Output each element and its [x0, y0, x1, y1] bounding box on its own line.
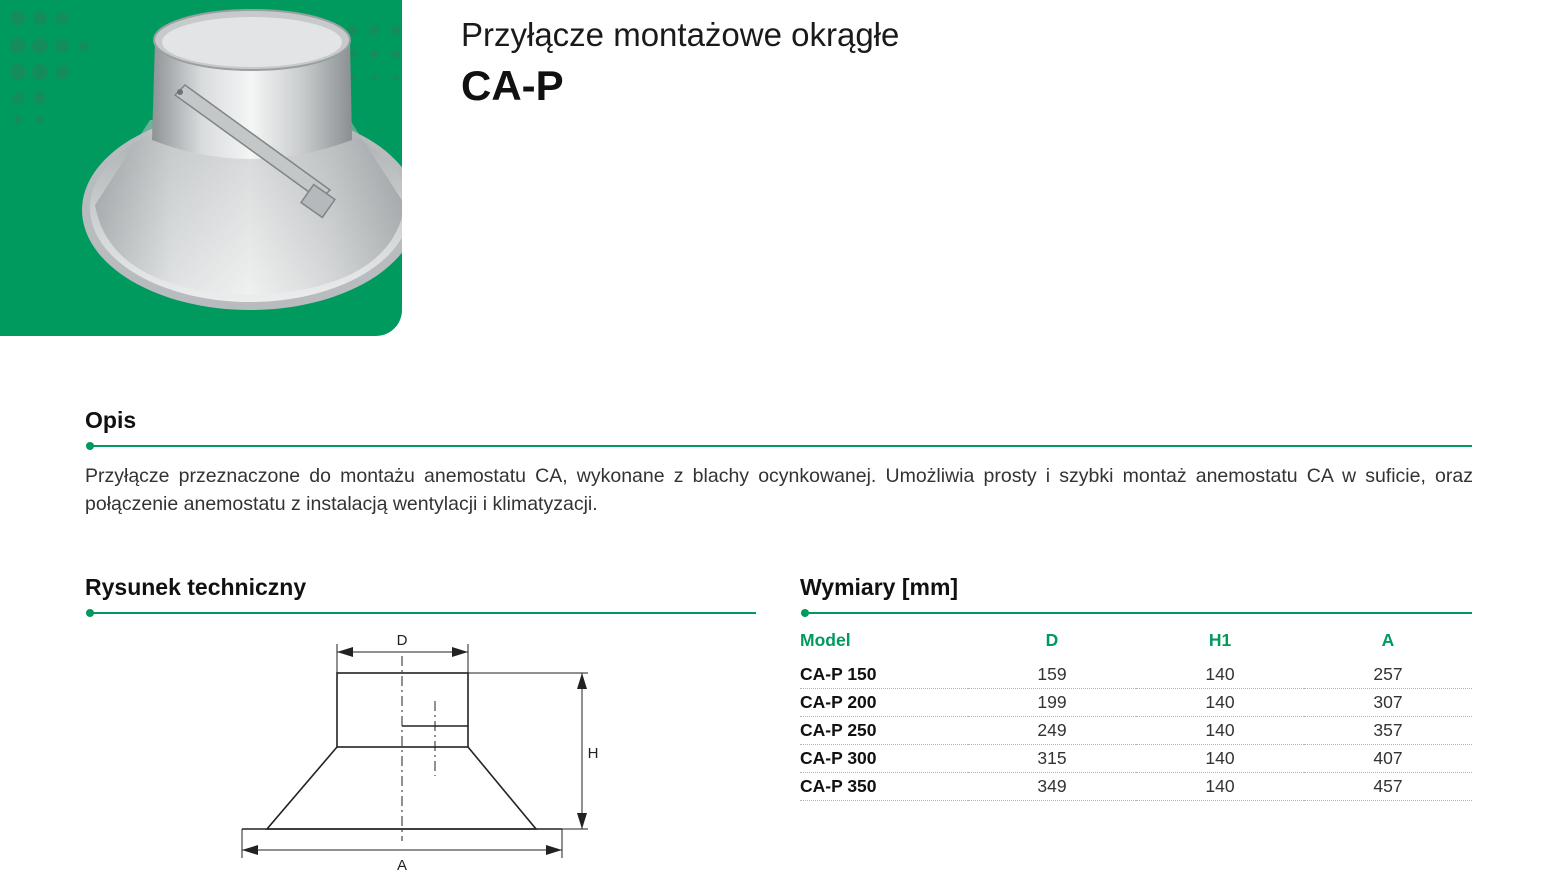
- dimensions-heading: Wymiary [mm]: [800, 574, 959, 600]
- cell-model: CA-P 250: [800, 717, 968, 745]
- table-row: [800, 745, 1472, 773]
- product-title: CA-P: [461, 62, 564, 109]
- column-header-h1: H1: [1208, 629, 1232, 650]
- cell-model: CA-P 150: [800, 661, 968, 689]
- cell-model: CA-P 300: [800, 745, 968, 773]
- drawing-heading: Rysunek techniczny: [85, 574, 307, 600]
- cell-d: 315: [968, 745, 1136, 773]
- table-row: [800, 661, 1472, 689]
- table-row: [800, 773, 1472, 801]
- cell-a: 407: [1304, 745, 1472, 773]
- dim-label-h: H: [587, 745, 599, 762]
- dimensions-rule: [804, 612, 1472, 614]
- cell-a: 457: [1304, 773, 1472, 801]
- table-row: [800, 689, 1472, 717]
- dim-label-a: A: [396, 857, 408, 874]
- cell-a: 307: [1304, 689, 1472, 717]
- column-header-model: Model: [800, 629, 851, 650]
- cell-d: 159: [968, 661, 1136, 689]
- product-illustration: [0, 0, 402, 336]
- cell-d: 249: [968, 717, 1136, 745]
- cell-model: CA-P 200: [800, 689, 968, 717]
- product-image: [0, 0, 402, 336]
- description-text: Przyłącze przeznaczone do montażu anemostatu CA, wykonane z blachy ocynkowanej. Umożliwia prosty i szybki montaż anemostatu CA w suficie, oraz połączenie anemostatu z instalacją wentylacji i klimatyzacji.: [85, 465, 1473, 515]
- table-row: [800, 717, 1472, 745]
- cell-d: 349: [968, 773, 1136, 801]
- description-rule: [89, 445, 1472, 447]
- cell-d: 199: [968, 689, 1136, 717]
- product-subtitle: Przyłącze montażowe okrągłe: [461, 16, 900, 53]
- cell-h1: 140: [1136, 661, 1304, 689]
- cell-model: CA-P 350: [800, 773, 968, 801]
- cell-h1: 140: [1136, 717, 1304, 745]
- cell-a: 357: [1304, 717, 1472, 745]
- cell-a: 257: [1304, 661, 1472, 689]
- column-header-a: A: [1381, 629, 1395, 650]
- dim-label-d: D: [396, 632, 408, 649]
- dimensions-table: [800, 626, 1472, 801]
- cell-h1: 140: [1136, 745, 1304, 773]
- cell-h1: 140: [1136, 773, 1304, 801]
- description-heading: Opis: [85, 407, 137, 433]
- cell-h1: 140: [1136, 689, 1304, 717]
- column-header-d: D: [1045, 629, 1059, 650]
- technical-drawing: [232, 626, 612, 876]
- drawing-rule: [89, 612, 756, 614]
